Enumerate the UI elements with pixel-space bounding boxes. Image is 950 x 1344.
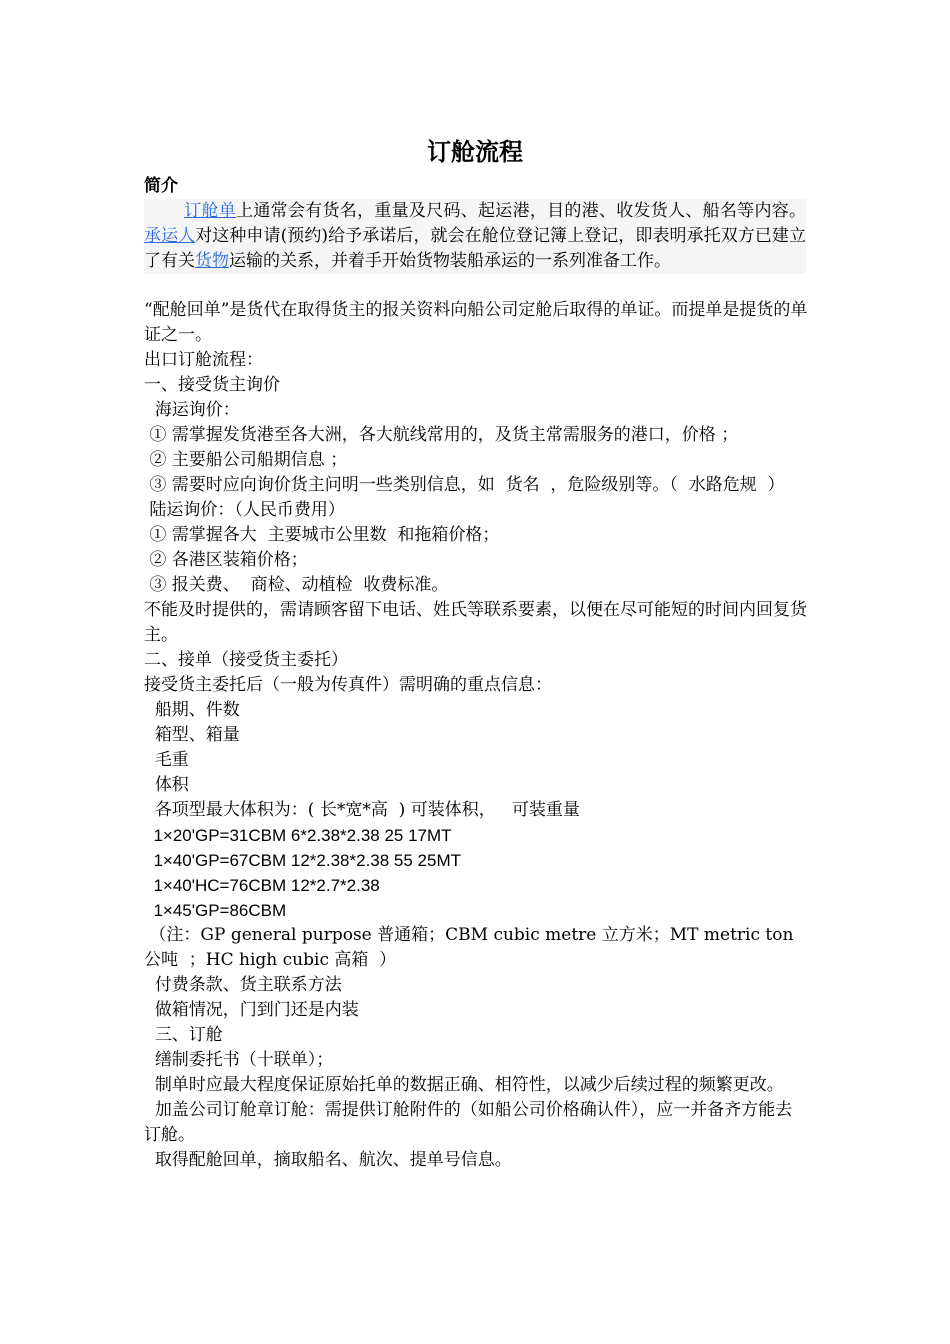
intro-text-3: 运输的关系，并着手开始货物装船承运的一系列准备工作。 [229,251,671,271]
body-line: 出口订舱流程： [144,350,263,370]
link-carrier[interactable]: 承运人 [144,226,196,246]
body-line: 接受货主委托后（一般为传真件）需明确的重点信息： [144,675,552,695]
page-title: 订舱流程 [427,138,523,166]
link-cargo[interactable]: 货物 [195,251,229,271]
body-line: 缮制委托书（十联单）； [144,1050,334,1070]
body-line: 1×20'GP=31CBM 6*2.38*2.38 25 17MT [144,826,452,845]
body-line: 箱型、箱量 [144,725,240,745]
body-line: ① 需掌握发货港至各大洲，各大航线常用的，及货主常需服务的港口，价格 ； [144,425,739,445]
body-line: 加盖公司订舱章订舱：需提供订舱附件的（如船公司价格确认件），应一并备齐方能去订舱。 [144,1100,793,1145]
body-line: 三、订舱 [144,1025,223,1045]
intro-block [144,199,806,274]
body-line: 1×45'GP=86CBM [144,901,287,920]
body-line: （注：GP general purpose 普通箱；CBM cubic metre 立方米；MT metric ton 公吨 ；HC high cubic 高箱 ） [144,925,799,970]
body-line: 毛重 [144,750,189,770]
body-line: “配舱回单”是货代在取得货主的报关资料向船公司定舱后取得的单证。而提单是提货的单证之一。 [144,300,808,345]
link-booking-note[interactable]: 订舱单 [184,201,237,221]
body-line: 各项型最大体积为：( 长*宽*高 ) 可装体积， 可装重量 [144,800,580,820]
body-line: ② 各港区装箱价格； [144,550,308,570]
body-line: 取得配舱回单，摘取船名、航次、提单号信息。 [144,1150,512,1170]
body-line: 二、接单（接受货主委托） [144,650,348,670]
intro-text-2: 对这种申请(预约)给予承诺后，就会在舱位登记簿上登记，即表明承托双方已建立了有关 [144,226,807,271]
body-line: 1×40'HC=76CBM 12*2.7*2.38 [144,876,380,895]
body-line: 制单时应最大程度保证原始托单的数据正确、相符性，以减少后续过程的频繁更改。 [144,1075,784,1095]
body-text [144,298,808,1173]
body-line: ② 主要船公司船期信息 ； [144,450,348,470]
body-line: ③ 需要时应向询价货主问明一些类别信息，如 货名 ，危险级别等。（ 水路危规 ） [144,475,785,495]
body-line: 陆运询价：（人民币费用） [144,500,345,520]
intro-paragraph [144,199,806,274]
body-line: 1×40'GP=67CBM 12*2.38*2.38 55 25MT [144,851,462,870]
body-line: 付费条款、货主联系方法 [144,975,342,995]
body-line: ③ 报关费、 商检、动植检 收费标准。 [144,575,449,595]
body-line: 体积 [144,775,189,795]
intro-text-1: 上通常会有货名，重量及尺码、起运港，目的港、收发货人、船名等内容。 [236,201,807,221]
body-line: 海运询价： [144,400,240,420]
section-heading: 简介 [144,176,178,196]
body-line: 一、接受货主询价 [144,375,280,395]
body-line: 不能及时提供的，需请顾客留下电话、姓氏等联系要素，以便在尽可能短的时间内回复货主。 [144,600,807,645]
body-line: 船期、件数 [144,700,240,720]
body-line: ① 需掌握各大 主要城市公里数 和拖箱价格； [144,525,500,545]
body-line: 做箱情况，门到门还是内装 [144,1000,359,1020]
